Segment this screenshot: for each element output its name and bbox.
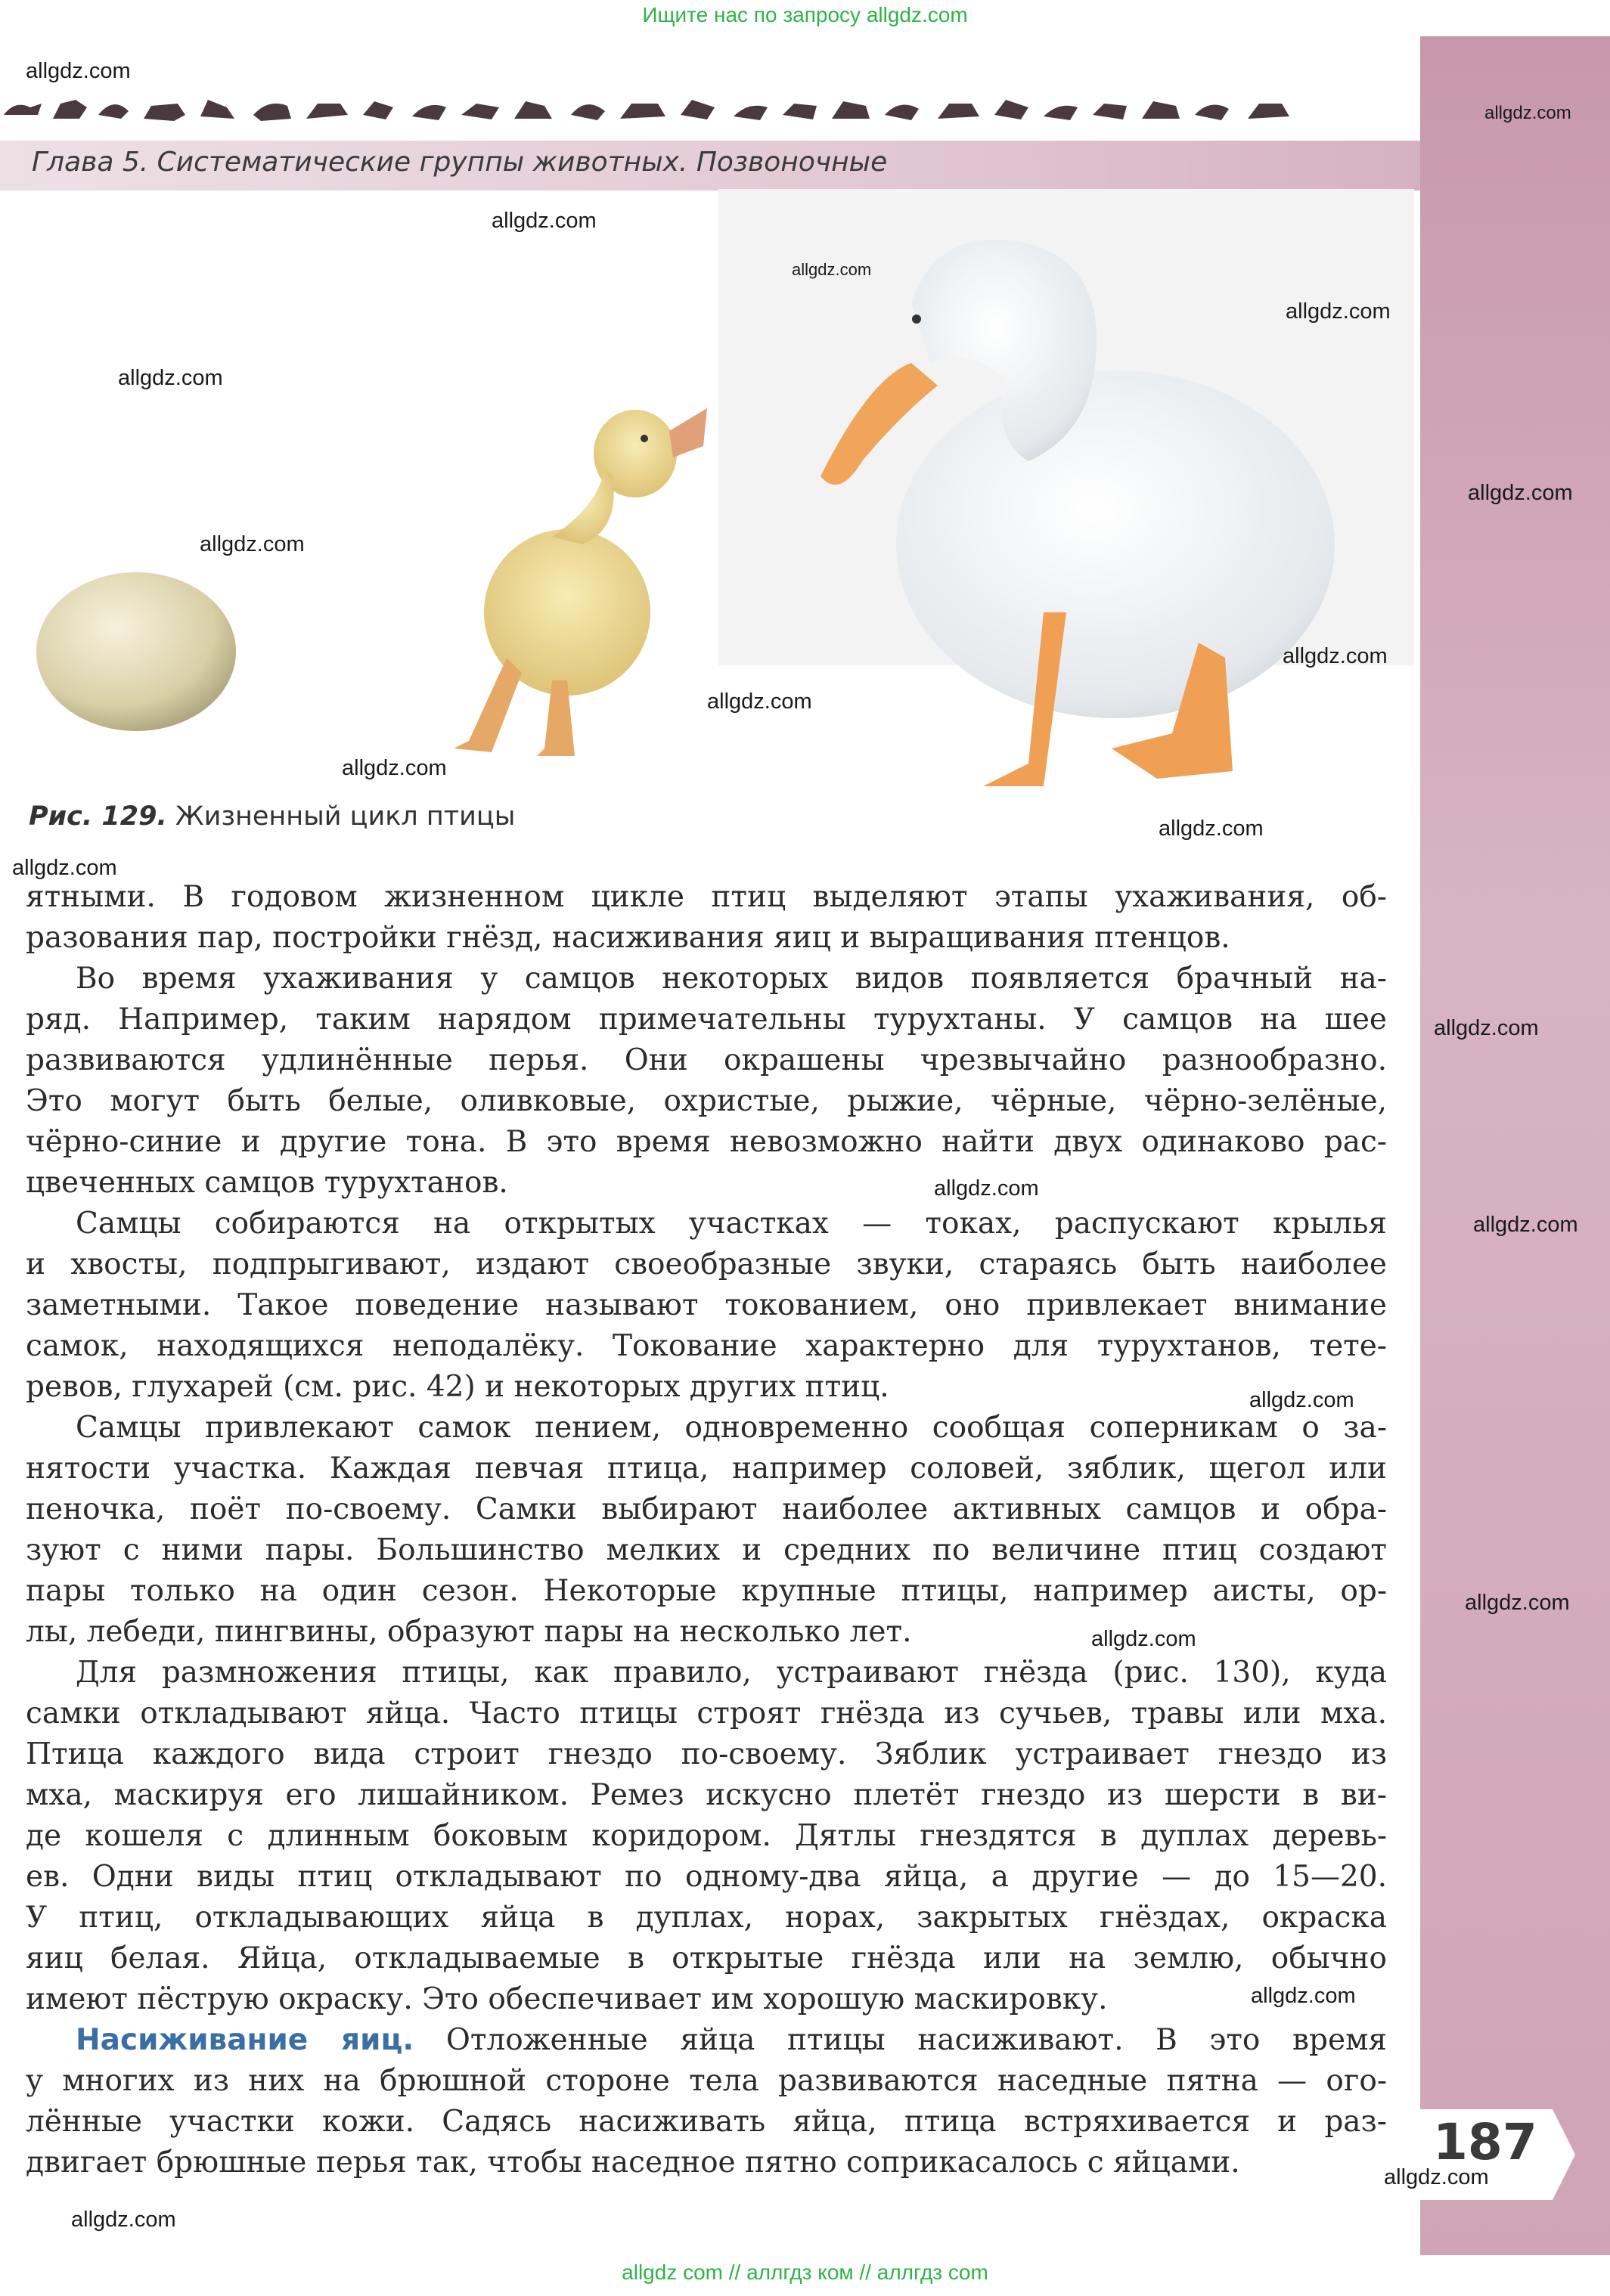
page-number: 187 bbox=[1433, 2113, 1537, 2171]
text-line: пары только на один сезон. Некоторые крупные птицы, например аисты, ор- bbox=[26, 1574, 1387, 1608]
text-line: Птица каждого вида строит гнездо по-своему. Зяблик устраивает гнездо из bbox=[26, 1737, 1387, 1771]
text-line: разования пар, постройки гнёзд, насиживания яиц и выращивания птенцов. bbox=[26, 921, 1230, 955]
text-line: зуют с ними пары. Большинство мелких и средних по величине птиц создают bbox=[26, 1533, 1387, 1567]
text-line: лённые участки кожи. Садясь насиживать яйца, птица встряхивается и раз- bbox=[26, 2105, 1387, 2139]
watermark: allgdz.com bbox=[1159, 816, 1264, 841]
animal-icon bbox=[994, 100, 1028, 119]
watermark: allgdz.com bbox=[1468, 481, 1573, 505]
section-heading: Насиживание яиц. bbox=[76, 2023, 414, 2057]
watermark: allgdz.com bbox=[1465, 1591, 1570, 1615]
animal-icon bbox=[1142, 101, 1180, 119]
text-line: Во время ухаживания у самцов некоторых видов появляется брачный на- bbox=[76, 962, 1387, 996]
animal-icon bbox=[363, 101, 393, 119]
watermark: allgdz.com bbox=[1286, 299, 1391, 324]
text-line: у многих из них на брюшной стороне тела развиваются наседные пятна — ого- bbox=[26, 2064, 1387, 2098]
text-line: самки откладывают яйца. Часто птицы строят гнёзда из сучьев, травы или мха. bbox=[26, 1696, 1387, 1731]
text-line: Самцы привлекают самок пением, одновременно сообщая соперникам о за- bbox=[76, 1411, 1387, 1445]
watermark: allgdz.com bbox=[1484, 103, 1571, 123]
duckling-image bbox=[454, 408, 707, 756]
text-line: У птиц, откладывающих яйца в дуплах, норах, закрытых гнёздах, окраска bbox=[26, 1901, 1387, 1935]
watermark: allgdz.com bbox=[118, 366, 223, 390]
animal-icon bbox=[98, 104, 129, 119]
watermark: allgdz.com bbox=[200, 532, 305, 556]
text-line: лы, лебеди, пингвины, образуют пары на несколько лет. bbox=[26, 1615, 912, 1649]
watermark: allgdz.com bbox=[707, 689, 812, 714]
text-line: и хвосты, подпрыгивают, издают своеобразные звуки, стараясь быть наиболее bbox=[26, 1247, 1387, 1281]
text-line: де кошеля с длинным боковым коридором. Дятлы гнездятся в дуплах деревь- bbox=[26, 1819, 1387, 1853]
text-line: яиц белая. Яйца, откладываемые в открытые гнёзда или на землю, обычно bbox=[26, 1941, 1387, 1975]
text-line: двигает брюшные перья так, чтобы наседное пятно соприкасалось с яйцами. bbox=[26, 2146, 1240, 2180]
text-line: ревов, глухарей (см. рис. 42) и некоторых других птиц. bbox=[26, 1370, 889, 1404]
text-line: чёрно-синие и другие тона. В это время невозможно найти двух одинаково рас- bbox=[26, 1125, 1387, 1159]
text-line: Отложенные яйца птицы насиживают. В это время bbox=[414, 2023, 1388, 2057]
text-line: заметными. Такое поведение называют токованием, оно привлекает внимание bbox=[26, 1288, 1387, 1322]
watermark: allgdz.com bbox=[934, 1176, 1039, 1201]
top-banner[interactable]: Ищите нас по запросу allgdz.com bbox=[642, 3, 968, 26]
text-line: имеют пёструю окраску. Это обеспечивает им хорошую маскировку. bbox=[26, 1982, 1108, 2016]
text-line: Самцы собираются на открытых участках — токах, распускают крылья bbox=[76, 1207, 1387, 1241]
watermark: allgdz.com bbox=[792, 260, 872, 279]
watermark: allgdz.com bbox=[492, 209, 597, 233]
text-line: Для размножения птицы, как правило, устраивают гнёзда (рис. 130), куда bbox=[76, 1656, 1387, 1690]
watermark: allgdz.com bbox=[1384, 2165, 1489, 2189]
animal-icon bbox=[53, 100, 87, 119]
figure-caption-text: Жизненный цикл птицы bbox=[175, 801, 516, 832]
text-line: нятости участка. Каждая певчая птица, например соловей, зяблик, щегол или bbox=[26, 1452, 1387, 1486]
animal-icon bbox=[1093, 104, 1127, 119]
section-first-line bbox=[26, 2020, 1387, 2061]
watermark: allgdz.com bbox=[71, 2208, 176, 2232]
watermark: allgdz.com bbox=[1473, 1213, 1578, 1237]
animal-icon bbox=[734, 106, 768, 120]
animal-icon bbox=[681, 100, 715, 119]
figure-label: Рис. 129. bbox=[29, 801, 167, 832]
animal-icon bbox=[4, 104, 42, 115]
watermark: allgdz.com bbox=[1283, 644, 1388, 668]
text-line: ев. Одни виды птиц откладывают по одному-два яйца, а другие — до 15—20. bbox=[26, 1860, 1387, 1894]
animal-icon bbox=[885, 105, 919, 120]
animal-icon bbox=[571, 104, 605, 120]
animal-icon bbox=[253, 104, 291, 121]
animal-icon bbox=[1044, 106, 1078, 120]
text-line: мха, маскируя его лишайником. Ремез искусно плетёт гнездо из шерсти в ви- bbox=[26, 1778, 1387, 1812]
animal-icon bbox=[1195, 105, 1229, 120]
animal-icon bbox=[514, 101, 552, 119]
animal-icon bbox=[306, 104, 348, 119]
animal-icon bbox=[938, 104, 979, 119]
egg-image bbox=[36, 572, 236, 731]
animal-icon bbox=[620, 104, 665, 119]
text-line: ятными. В годовом жизненном цикле птиц выделяют этапы ухаживания, об- bbox=[26, 880, 1387, 914]
watermark: allgdz.com bbox=[12, 856, 117, 880]
animal-icon bbox=[783, 104, 817, 119]
animal-silhouette-strip bbox=[0, 85, 1391, 130]
watermark: allgdz.com bbox=[1249, 1388, 1354, 1412]
chapter-title: Глава 5. Систематические группы животных. Позвоночные bbox=[32, 147, 888, 178]
watermark: allgdz.com bbox=[1251, 1984, 1356, 2008]
text-line: ряд. Например, таким нарядом примечательны турухтаны. У самцов на шее bbox=[26, 1002, 1387, 1036]
text-line: развиваются удлинённые перья. Они окрашены чрезвычайно разнообразно. bbox=[26, 1043, 1387, 1077]
text-line: Это могут быть белые, оливковые, охристые, рыжие, чёрные, чёрно-зелёные, bbox=[26, 1084, 1387, 1118]
watermark: allgdz.com bbox=[1434, 1016, 1539, 1040]
animal-icon bbox=[144, 104, 185, 121]
animal-icon bbox=[832, 101, 870, 119]
animal-icon bbox=[200, 100, 234, 119]
text-line: цвеченных самцов турухтанов. bbox=[26, 1166, 508, 1200]
watermark: allgdz.com bbox=[1091, 1627, 1196, 1651]
bottom-banner[interactable]: allgdz com // аллгдз ком // аллгдз com bbox=[622, 2260, 988, 2284]
body-text bbox=[26, 877, 1387, 2183]
figure-caption bbox=[29, 801, 515, 832]
animal-icon bbox=[461, 104, 499, 119]
animal-icon bbox=[412, 105, 446, 120]
text-line: самок, находящихся неподалёку. Токование характерно для турухтанов, тете- bbox=[26, 1329, 1387, 1363]
watermark: allgdz.com bbox=[26, 59, 131, 83]
page-edge-band bbox=[1420, 36, 1610, 2255]
animal-icon bbox=[1248, 104, 1289, 119]
text-line: пеночка, поёт по-своему. Самки выбирают наиболее активных самцов и обра- bbox=[26, 1492, 1387, 1526]
watermark: allgdz.com bbox=[342, 756, 447, 780]
